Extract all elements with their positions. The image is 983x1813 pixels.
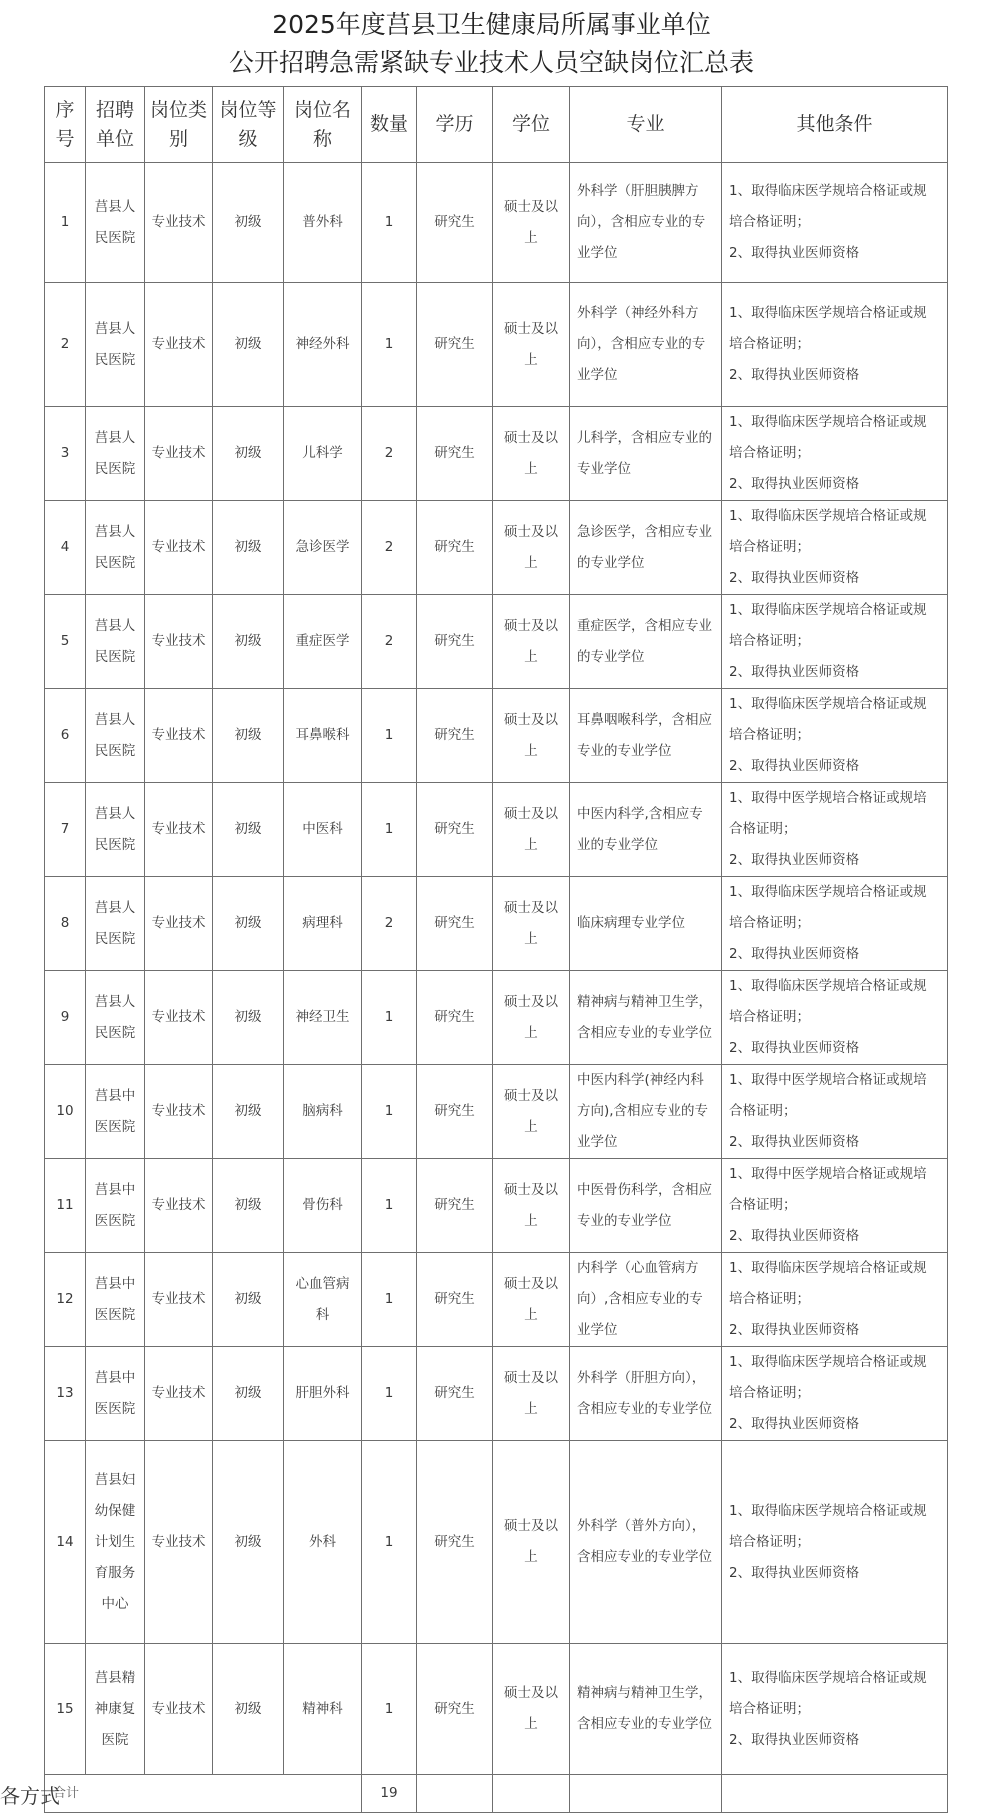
cell-education: 研究生: [417, 971, 493, 1065]
cell-category: 专业技术: [145, 163, 213, 283]
cell-count: 2: [362, 877, 417, 971]
cell-level: 初级: [213, 1253, 284, 1347]
cell-level: 初级: [213, 283, 284, 407]
cell-unit: 莒县人民医院: [86, 501, 145, 595]
document-title-line-2: 公开招聘急需紧缺专业技术人员空缺岗位汇总表: [228, 48, 754, 77]
cell-degree: 硕士及以上: [493, 163, 570, 283]
cell-post: 急诊医学: [284, 501, 362, 595]
cell-education: 研究生: [417, 1644, 493, 1775]
cell-degree: 硕士及以上: [493, 1644, 570, 1775]
cell-unit: 莒县人民医院: [86, 783, 145, 877]
condition-line: 2、取得执业医师资格: [729, 570, 860, 586]
cell-conditions: [722, 1441, 948, 1644]
table-row: [45, 163, 948, 283]
cell-level: 初级: [213, 1644, 284, 1775]
cell-conditions: [722, 163, 948, 283]
cell-degree: 硕士及以上: [493, 1159, 570, 1253]
cell-level: 初级: [213, 1441, 284, 1644]
cell-degree: 硕士及以上: [493, 971, 570, 1065]
cell-count: 1: [362, 1065, 417, 1159]
table-row: [45, 283, 948, 407]
cell-post: 中医科: [284, 783, 362, 877]
cell-unit: 莒县妇幼保健计划生育服务中心: [86, 1441, 145, 1644]
condition-line: 2、取得执业医师资格: [729, 1322, 860, 1338]
cell-unit: 莒县人民医院: [86, 283, 145, 407]
cell-conditions: [722, 501, 948, 595]
cell-no: 3: [45, 407, 86, 501]
cell-major: 精神病与精神卫生学，含相应专业的专业学位: [570, 971, 722, 1065]
condition-line: 2、取得执业医师资格: [729, 852, 860, 868]
cell-degree: 硕士及以上: [493, 1347, 570, 1441]
cell-degree: 硕士及以上: [493, 283, 570, 407]
condition-line: 2、取得执业医师资格: [729, 1564, 860, 1581]
condition-line: 2、取得执业医师资格: [729, 1228, 860, 1244]
cell-post: 儿科学: [284, 407, 362, 501]
table-row: [45, 1065, 948, 1159]
table-row: [45, 501, 948, 595]
cell-education: 研究生: [417, 1441, 493, 1644]
cell-category: 专业技术: [145, 1159, 213, 1253]
cell-degree: 硕士及以上: [493, 1065, 570, 1159]
cell-category: 专业技术: [145, 595, 213, 689]
cell-count: 1: [362, 1441, 417, 1644]
cell-education: 研究生: [417, 407, 493, 501]
cell-conditions: [722, 1065, 948, 1159]
cell-category: 专业技术: [145, 689, 213, 783]
cell-unit: 莒县人民医院: [86, 689, 145, 783]
condition-line: 1、取得临床医学规培合格证或规培合格证明；: [729, 1502, 927, 1550]
cell-category: 专业技术: [145, 877, 213, 971]
cell-conditions: [722, 1159, 948, 1253]
cell-major: 急诊医学，含相应专业的专业学位: [570, 501, 722, 595]
cell-count: 2: [362, 595, 417, 689]
cell-no: 9: [45, 971, 86, 1065]
header-level: 岗位等级: [213, 87, 284, 163]
cell-count: 1: [362, 1644, 417, 1775]
total-empty-cell: [722, 1775, 948, 1813]
cell-degree: 硕士及以上: [493, 877, 570, 971]
cell-category: 专业技术: [145, 1253, 213, 1347]
header-degree: 学位: [493, 87, 570, 163]
table-row: [45, 971, 948, 1065]
cell-conditions: [722, 407, 948, 501]
cell-level: 初级: [213, 783, 284, 877]
total-empty-cell: [493, 1775, 570, 1813]
cell-degree: 硕士及以上: [493, 1253, 570, 1347]
condition-line: 1、取得临床医学规培合格证或规培合格证明；: [729, 1260, 927, 1307]
condition-line: 2、取得执业医师资格: [729, 1040, 860, 1056]
cell-post: 普外科: [284, 163, 362, 283]
total-empty-cell: [570, 1775, 722, 1813]
cell-count: 1: [362, 1347, 417, 1441]
cell-level: 初级: [213, 1347, 284, 1441]
cell-post: 病理科: [284, 877, 362, 971]
condition-line: 1、取得临床医学规培合格证或规培合格证明；: [729, 414, 927, 461]
cell-major: 外科学（神经外科方向），含相应专业的专业学位: [570, 283, 722, 407]
cell-unit: 莒县中医医院: [86, 1065, 145, 1159]
table-row: [45, 595, 948, 689]
cell-no: 1: [45, 163, 86, 283]
cell-major: 耳鼻咽喉科学，含相应专业的专业学位: [570, 689, 722, 783]
condition-line: 1、取得临床医学规培合格证或规培合格证明；: [729, 508, 927, 555]
cell-education: 研究生: [417, 1065, 493, 1159]
cell-unit: 莒县人民医院: [86, 163, 145, 283]
cell-category: 专业技术: [145, 1441, 213, 1644]
cell-no: 15: [45, 1644, 86, 1775]
cell-unit: 莒县人民医院: [86, 407, 145, 501]
cell-major: 中医内科学,含相应专业的专业学位: [570, 783, 722, 877]
condition-line: 2、取得执业医师资格: [729, 1134, 860, 1150]
total-label: 合计: [45, 1775, 362, 1813]
header-major: 专业: [570, 87, 722, 163]
cell-category: 专业技术: [145, 501, 213, 595]
cell-category: 专业技术: [145, 971, 213, 1065]
condition-line: 2、取得执业医师资格: [729, 1731, 860, 1748]
cell-no: 12: [45, 1253, 86, 1347]
table-row: [45, 407, 948, 501]
cell-post: 骨伤科: [284, 1159, 362, 1253]
condition-line: 1、取得临床医学规培合格证或规培合格证明；: [729, 978, 927, 1025]
condition-line: 1、取得中医学规培合格证或规培合格证明；: [729, 1166, 927, 1213]
cell-no: 13: [45, 1347, 86, 1441]
cell-unit: 莒县中医医院: [86, 1253, 145, 1347]
cell-level: 初级: [213, 689, 284, 783]
cell-major: 外科学（肝胆方向），含相应专业的专业学位: [570, 1347, 722, 1441]
cell-conditions: [722, 877, 948, 971]
condition-line: 2、取得执业医师资格: [729, 758, 860, 774]
cell-post: 外科: [284, 1441, 362, 1644]
cell-degree: 硕士及以上: [493, 1441, 570, 1644]
total-count: 19: [362, 1775, 417, 1813]
cell-degree: 硕士及以上: [493, 783, 570, 877]
cell-major: 内科学（心血管病方向）,含相应专业的专业学位: [570, 1253, 722, 1347]
cell-conditions: [722, 971, 948, 1065]
cell-degree: 硕士及以上: [493, 595, 570, 689]
cell-major: 外科学（普外方向），含相应专业的专业学位: [570, 1441, 722, 1644]
cell-conditions: [722, 283, 948, 407]
cell-post: 耳鼻喉科: [284, 689, 362, 783]
document-title-line-1: 2025年度莒县卫生健康局所属事业单位: [272, 10, 711, 39]
cell-level: 初级: [213, 1065, 284, 1159]
condition-line: 1、取得临床医学规培合格证或规培合格证明；: [729, 305, 927, 352]
cell-conditions: [722, 595, 948, 689]
cell-post: 神经外科: [284, 283, 362, 407]
cell-conditions: [722, 1347, 948, 1441]
condition-line: 1、取得临床医学规培合格证或规培合格证明；: [729, 696, 927, 743]
cell-unit: 莒县中医医院: [86, 1159, 145, 1253]
cell-level: 初级: [213, 501, 284, 595]
table-row: [45, 877, 948, 971]
cell-post: 精神科: [284, 1644, 362, 1775]
cell-count: 1: [362, 1159, 417, 1253]
cell-level: 初级: [213, 407, 284, 501]
cell-unit: 莒县人民医院: [86, 971, 145, 1065]
condition-line: 2、取得执业医师资格: [729, 476, 860, 492]
condition-line: 1、取得中医学规培合格证或规培合格证明；: [729, 1072, 927, 1119]
cell-count: 1: [362, 689, 417, 783]
cell-education: 研究生: [417, 163, 493, 283]
header-post: 岗位名称: [284, 87, 362, 163]
total-empty-cell: [417, 1775, 493, 1813]
cell-major: 中医内科学(神经内科方向),含相应专业的专业学位: [570, 1065, 722, 1159]
cell-unit: 莒县中医医院: [86, 1347, 145, 1441]
cell-no: 7: [45, 783, 86, 877]
cell-unit: 莒县精神康复医院: [86, 1644, 145, 1775]
cell-count: 1: [362, 163, 417, 283]
condition-line: 2、取得执业医师资格: [729, 946, 860, 962]
total-row: [45, 1775, 948, 1813]
condition-line: 1、取得临床医学规培合格证或规培合格证明；: [729, 602, 927, 649]
cell-unit: 莒县人民医院: [86, 595, 145, 689]
condition-line: 1、取得临床医学规培合格证或规培合格证明；: [729, 1669, 927, 1717]
cell-unit: 莒县人民医院: [86, 877, 145, 971]
cell-conditions: [722, 1644, 948, 1775]
cell-major: 临床病理专业学位: [570, 877, 722, 971]
cell-post: 神经卫生: [284, 971, 362, 1065]
cell-count: 2: [362, 501, 417, 595]
cell-post: 重症医学: [284, 595, 362, 689]
table-row: [45, 1347, 948, 1441]
cell-no: 6: [45, 689, 86, 783]
cell-no: 14: [45, 1441, 86, 1644]
cell-no: 11: [45, 1159, 86, 1253]
cell-major: 中医骨伤科学，含相应专业的专业学位: [570, 1159, 722, 1253]
condition-line: 1、取得临床医学规培合格证或规培合格证明；: [729, 1354, 927, 1401]
cell-count: 1: [362, 283, 417, 407]
table-row: [45, 1644, 948, 1775]
cell-post: 心血管病科: [284, 1253, 362, 1347]
cell-level: 初级: [213, 1159, 284, 1253]
condition-line: 2、取得执业医师资格: [729, 664, 860, 680]
cell-no: 4: [45, 501, 86, 595]
cell-post: 脑病科: [284, 1065, 362, 1159]
cell-count: 2: [362, 407, 417, 501]
cell-education: 研究生: [417, 1347, 493, 1441]
condition-line: 1、取得临床医学规培合格证或规培合格证明；: [729, 183, 927, 230]
footer-text: 各方式: [0, 1784, 60, 1808]
condition-line: 2、取得执业医师资格: [729, 245, 860, 261]
header-education: 学历: [417, 87, 493, 163]
cell-level: 初级: [213, 877, 284, 971]
condition-line: 2、取得执业医师资格: [729, 367, 860, 383]
cell-degree: 硕士及以上: [493, 407, 570, 501]
table-row: [45, 689, 948, 783]
vacancy-table: [44, 86, 948, 1813]
cell-education: 研究生: [417, 689, 493, 783]
cell-no: 10: [45, 1065, 86, 1159]
cell-no: 5: [45, 595, 86, 689]
cell-degree: 硕士及以上: [493, 689, 570, 783]
cell-category: 专业技术: [145, 283, 213, 407]
cell-level: 初级: [213, 971, 284, 1065]
cell-category: 专业技术: [145, 407, 213, 501]
header-conditions: 其他条件: [722, 87, 948, 163]
cell-no: 8: [45, 877, 86, 971]
header-no: 序号: [45, 87, 86, 163]
cell-degree: 硕士及以上: [493, 501, 570, 595]
cell-major: 儿科学，含相应专业的专业学位: [570, 407, 722, 501]
cell-education: 研究生: [417, 283, 493, 407]
cell-education: 研究生: [417, 783, 493, 877]
cell-category: 专业技术: [145, 783, 213, 877]
cell-conditions: [722, 783, 948, 877]
cell-no: 2: [45, 283, 86, 407]
condition-line: 1、取得临床医学规培合格证或规培合格证明；: [729, 884, 927, 931]
table-row: [45, 1159, 948, 1253]
cell-education: 研究生: [417, 501, 493, 595]
table-row: [45, 1441, 948, 1644]
cell-education: 研究生: [417, 1159, 493, 1253]
condition-line: 2、取得执业医师资格: [729, 1416, 860, 1432]
header-count: 数量: [362, 87, 417, 163]
cell-category: 专业技术: [145, 1347, 213, 1441]
cell-major: 重症医学，含相应专业的专业学位: [570, 595, 722, 689]
header-unit: 招聘单位: [86, 87, 145, 163]
cell-conditions: [722, 1253, 948, 1347]
cell-count: 1: [362, 783, 417, 877]
cell-conditions: [722, 689, 948, 783]
cell-level: 初级: [213, 163, 284, 283]
cell-education: 研究生: [417, 1253, 493, 1347]
cell-category: 专业技术: [145, 1065, 213, 1159]
cell-education: 研究生: [417, 595, 493, 689]
cell-major: 精神病与精神卫生学，含相应专业的专业学位: [570, 1644, 722, 1775]
cell-category: 专业技术: [145, 1644, 213, 1775]
table-row: [45, 1253, 948, 1347]
condition-line: 1、取得中医学规培合格证或规培合格证明；: [729, 790, 927, 837]
cell-count: 1: [362, 1253, 417, 1347]
cell-level: 初级: [213, 595, 284, 689]
header-category: 岗位类别: [145, 87, 213, 163]
cell-count: 1: [362, 971, 417, 1065]
table-row: [45, 783, 948, 877]
table-header-row: [45, 87, 948, 163]
cell-major: 外科学（肝胆胰脾方向），含相应专业的专业学位: [570, 163, 722, 283]
cell-education: 研究生: [417, 877, 493, 971]
cell-post: 肝胆外科: [284, 1347, 362, 1441]
